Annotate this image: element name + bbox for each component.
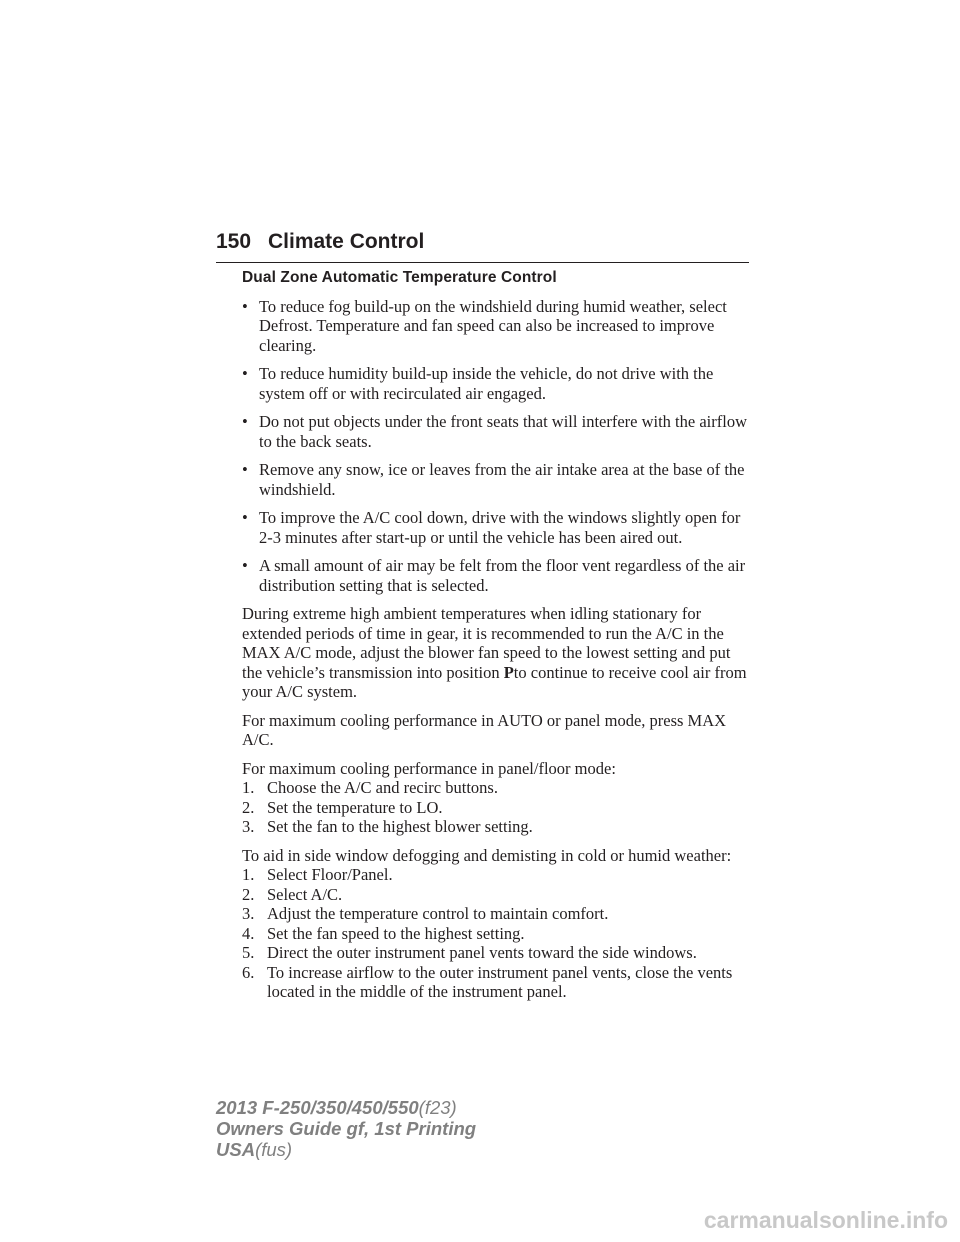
list-item <box>242 412 754 451</box>
extreme-heat-text-start: During extreme high ambient temperatures when idling stationary for extended periods of time in gear, it is recommended to run the A/C in the MAX A/C mode, adjust the blower fan speed to the lowest setting and put the vehicle’s transmission into position <box>242 604 731 682</box>
chapter-title: Climate Control <box>268 230 425 253</box>
defog-steps <box>242 865 754 1002</box>
step-number: 3. <box>242 817 255 836</box>
extreme-heat-paragraph <box>242 604 754 702</box>
section-heading: Dual Zone Automatic Temperature Control <box>242 269 557 286</box>
footer-model: 2013 F-250/350/450/550 <box>216 1097 419 1118</box>
step-number: 6. <box>242 962 255 982</box>
extreme-heat-text-end: to continue to receive cool air from your A/C system. <box>242 662 747 701</box>
step-text: Adjust the temperature control to maintain comfort. <box>267 904 609 923</box>
step-item <box>242 817 754 837</box>
step-number: 1. <box>242 865 255 884</box>
max-cooling-paragraph: For maximum cooling performance in AUTO or panel mode, press MAX A/C. <box>242 710 727 749</box>
step-number: 2. <box>242 884 255 904</box>
list-item-text: Do not put objects under the front seats that will interfere with the airflow to the back seats. <box>259 412 747 451</box>
list-item <box>242 556 754 595</box>
step-number: 3. <box>242 904 255 923</box>
panel-floor-intro: For maximum cooling performance in panel/floor mode: <box>242 758 616 778</box>
step-text: Set the fan to the highest blower setting. <box>267 817 533 836</box>
panel-floor-steps <box>242 778 754 837</box>
page-number: 150 <box>216 230 252 253</box>
step-text: Set the temperature to LO. <box>267 797 443 817</box>
footer-market-code: (fus) <box>255 1139 293 1160</box>
bullet-icon: • <box>242 364 248 383</box>
step-item <box>242 798 754 818</box>
step-number: 5. <box>242 943 255 962</box>
bullet-icon: • <box>242 296 248 316</box>
step-number: 2. <box>242 797 255 817</box>
step-item <box>242 885 754 905</box>
print-footer <box>216 1097 476 1160</box>
list-item <box>242 297 754 356</box>
step-text: Select Floor/Panel. <box>267 865 393 884</box>
step-item <box>242 924 754 944</box>
watermark: carmanualsonline.info <box>703 1207 948 1233</box>
page-header <box>216 228 749 263</box>
step-text: To increase airflow to the outer instrument panel vents, close the vents located in the middle of the instrument panel. <box>267 962 733 1001</box>
step-text: Select A/C. <box>267 884 343 904</box>
step-number: 1. <box>242 778 255 797</box>
list-item-text: A small amount of air may be felt from the floor vent regardless of the air distribution setting that is selected. <box>259 556 746 595</box>
park-position-letter: P <box>503 662 514 682</box>
step-item <box>242 904 754 924</box>
list-item-text: Remove any snow, ice or leaves from the air intake area at the base of the windshield. <box>259 460 745 499</box>
list-item-text: To improve the A/C cool down, drive with the windows slightly open for 2-3 minutes after start-up or until the vehicle has been aired out. <box>259 508 741 547</box>
list-item <box>242 508 754 547</box>
tips-list <box>242 297 754 596</box>
footer-model-line <box>216 1097 476 1118</box>
bullet-icon: • <box>242 556 248 575</box>
footer-market-line <box>216 1139 476 1160</box>
step-item <box>242 963 754 1002</box>
page-content <box>242 268 754 1011</box>
bullet-icon: • <box>242 412 248 431</box>
defog-intro: To aid in side window defogging and demisting in cold or humid weather: <box>242 845 732 865</box>
list-item <box>242 460 754 499</box>
footer-guide-line: Owners Guide gf, 1st Printing <box>216 1118 477 1139</box>
step-text: Direct the outer instrument panel vents toward the side windows. <box>267 943 697 962</box>
step-text: Set the fan speed to the highest setting. <box>267 923 525 943</box>
list-item <box>242 364 754 403</box>
step-item <box>242 865 754 885</box>
footer-market: USA <box>216 1139 256 1160</box>
step-text: Choose the A/C and recirc buttons. <box>267 778 498 797</box>
step-number: 4. <box>242 923 255 943</box>
step-item <box>242 778 754 798</box>
bullet-icon: • <box>242 460 248 479</box>
list-item-text: To reduce humidity build-up inside the vehicle, do not drive with the system off or with recirculated air engaged. <box>259 364 714 403</box>
step-item <box>242 943 754 963</box>
footer-model-code: (f23) <box>418 1097 457 1118</box>
bullet-icon: • <box>242 508 248 527</box>
list-item-text: To reduce fog build-up on the windshield during humid weather, select Defrost. Temperature and fan speed can also be increased to improve clearing. <box>259 296 727 355</box>
